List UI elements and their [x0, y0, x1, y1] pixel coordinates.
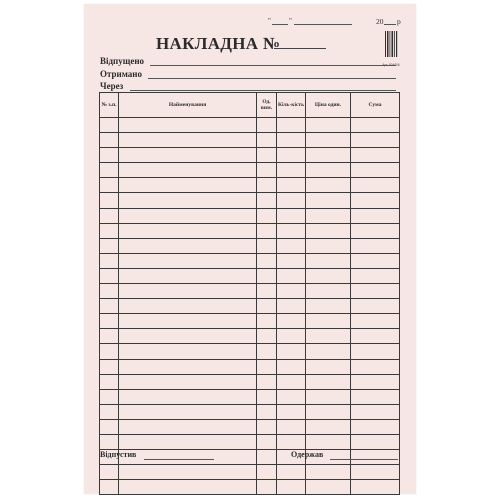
cell-price[interactable]	[306, 284, 351, 299]
cell-unit[interactable]	[257, 253, 277, 268]
table-row	[100, 193, 400, 208]
cell-number[interactable]	[100, 284, 119, 299]
cell-sum[interactable]	[351, 193, 400, 208]
cell-unit[interactable]	[257, 163, 277, 178]
cell-number[interactable]	[100, 419, 119, 434]
cell-number[interactable]	[100, 359, 119, 374]
cell-sum[interactable]	[351, 163, 400, 178]
cell-quantity[interactable]	[277, 238, 306, 253]
items-table	[99, 92, 400, 495]
cell-price[interactable]	[306, 223, 351, 238]
cell-number[interactable]	[100, 268, 119, 283]
header-number: № з.п.	[100, 93, 119, 118]
cell-unit[interactable]	[257, 193, 277, 208]
table-row	[100, 253, 400, 268]
table-row	[100, 434, 400, 449]
table-body	[100, 118, 400, 495]
cell-quantity[interactable]	[277, 480, 306, 495]
cell-sum[interactable]	[351, 208, 400, 223]
table-row	[100, 148, 400, 163]
cell-sum[interactable]	[351, 404, 400, 419]
cell-name[interactable]	[119, 389, 257, 404]
cell-name[interactable]	[119, 419, 257, 434]
through-line[interactable]	[130, 90, 396, 91]
cell-number[interactable]	[100, 480, 119, 495]
cell-number[interactable]	[100, 223, 119, 238]
cell-quantity[interactable]	[277, 163, 306, 178]
cell-quantity[interactable]	[277, 118, 306, 133]
table-row	[100, 359, 400, 374]
table-header-row	[100, 93, 400, 118]
cell-name[interactable]	[119, 148, 257, 163]
cell-name[interactable]	[119, 208, 257, 223]
cell-unit[interactable]	[257, 450, 277, 465]
date-year-prefix: 20	[376, 17, 384, 26]
cell-quantity[interactable]	[277, 344, 306, 359]
cell-name[interactable]	[119, 268, 257, 283]
cell-sum[interactable]	[351, 389, 400, 404]
table-row	[100, 178, 400, 193]
cell-price[interactable]	[306, 314, 351, 329]
date-quote-open: "	[268, 17, 271, 25]
received-signature	[291, 450, 401, 462]
barcode-text: Арт. 904006	[382, 63, 400, 67]
cell-price[interactable]	[306, 193, 351, 208]
cell-number[interactable]	[100, 163, 119, 178]
cell-sum[interactable]	[351, 284, 400, 299]
table-row	[100, 208, 400, 223]
cell-sum[interactable]	[351, 480, 400, 495]
table-row	[100, 133, 400, 148]
table-row	[100, 389, 400, 404]
cell-number[interactable]	[100, 208, 119, 223]
invoice-form	[84, 4, 416, 494]
cell-sum[interactable]	[351, 434, 400, 449]
cell-name[interactable]	[119, 344, 257, 359]
cell-quantity[interactable]	[277, 178, 306, 193]
table-row	[100, 329, 400, 344]
cell-quantity[interactable]	[277, 223, 306, 238]
cell-sum[interactable]	[351, 133, 400, 148]
cell-number[interactable]	[100, 344, 119, 359]
table-row	[100, 480, 400, 495]
issued-label: Відпущено	[100, 56, 145, 66]
cell-sum[interactable]	[351, 268, 400, 283]
cell-unit[interactable]	[257, 148, 277, 163]
cell-sum[interactable]	[351, 374, 400, 389]
cell-price[interactable]	[306, 238, 351, 253]
cell-name[interactable]	[119, 193, 257, 208]
cell-name[interactable]	[119, 359, 257, 374]
cell-quantity[interactable]	[277, 329, 306, 344]
cell-price[interactable]	[306, 253, 351, 268]
cell-unit[interactable]	[257, 133, 277, 148]
header-price: Ціна один.	[306, 93, 351, 118]
cell-unit[interactable]	[257, 419, 277, 434]
cell-unit[interactable]	[257, 268, 277, 283]
cell-name[interactable]	[119, 314, 257, 329]
date-quote-close: "	[289, 17, 292, 25]
cell-price[interactable]	[306, 178, 351, 193]
cell-number[interactable]	[100, 465, 119, 480]
cell-quantity[interactable]	[277, 465, 306, 480]
table-row	[100, 284, 400, 299]
cell-price[interactable]	[306, 299, 351, 314]
cell-sum[interactable]	[351, 465, 400, 480]
cell-name[interactable]	[119, 465, 257, 480]
cell-price[interactable]	[306, 163, 351, 178]
cell-price[interactable]	[306, 359, 351, 374]
cell-unit[interactable]	[257, 314, 277, 329]
table-row	[100, 465, 400, 480]
cell-sum[interactable]	[351, 253, 400, 268]
cell-number[interactable]	[100, 314, 119, 329]
received-field	[100, 69, 400, 81]
cell-name[interactable]	[119, 434, 257, 449]
cell-sum[interactable]	[351, 329, 400, 344]
released-signature-line[interactable]	[144, 459, 214, 460]
header-unit: Од. вим.	[257, 93, 277, 118]
cell-unit[interactable]	[257, 238, 277, 253]
received-signature-label: Одержав	[291, 450, 324, 459]
cell-number[interactable]	[100, 253, 119, 268]
cell-quantity[interactable]	[277, 133, 306, 148]
cell-sum[interactable]	[351, 314, 400, 329]
date-line	[260, 17, 410, 27]
table-row	[100, 268, 400, 283]
cell-quantity[interactable]	[277, 193, 306, 208]
cell-quantity[interactable]	[277, 268, 306, 283]
cell-sum[interactable]	[351, 178, 400, 193]
cell-name[interactable]	[119, 404, 257, 419]
cell-number[interactable]	[100, 299, 119, 314]
cell-name[interactable]	[119, 253, 257, 268]
cell-price[interactable]	[306, 480, 351, 495]
cell-name[interactable]	[119, 480, 257, 495]
cell-price[interactable]	[306, 374, 351, 389]
cell-unit[interactable]	[257, 118, 277, 133]
cell-number[interactable]	[100, 178, 119, 193]
header-sum: Сума	[351, 93, 400, 118]
cell-quantity[interactable]	[277, 434, 306, 449]
cell-number[interactable]	[100, 193, 119, 208]
cell-number[interactable]	[100, 389, 119, 404]
cell-quantity[interactable]	[277, 284, 306, 299]
cell-price[interactable]	[306, 389, 351, 404]
invoice-number-line[interactable]	[274, 48, 326, 49]
cell-quantity[interactable]	[277, 314, 306, 329]
cell-name[interactable]	[119, 374, 257, 389]
cell-name[interactable]	[119, 178, 257, 193]
table-row	[100, 163, 400, 178]
table-row	[100, 238, 400, 253]
cell-number[interactable]	[100, 434, 119, 449]
cell-number[interactable]	[100, 404, 119, 419]
cell-quantity[interactable]	[277, 404, 306, 419]
cell-sum[interactable]	[351, 148, 400, 163]
cell-price[interactable]	[306, 419, 351, 434]
cell-quantity[interactable]	[277, 374, 306, 389]
cell-number[interactable]	[100, 238, 119, 253]
cell-sum[interactable]	[351, 223, 400, 238]
cell-number[interactable]	[100, 374, 119, 389]
cell-unit[interactable]	[257, 208, 277, 223]
table-row	[100, 118, 400, 133]
cell-unit[interactable]	[257, 389, 277, 404]
cell-name[interactable]	[119, 299, 257, 314]
cell-price[interactable]	[306, 268, 351, 283]
cell-name[interactable]	[119, 223, 257, 238]
cell-sum[interactable]	[351, 299, 400, 314]
released-signature	[100, 450, 220, 462]
received-signature-line[interactable]	[330, 459, 398, 460]
cell-unit[interactable]	[257, 329, 277, 344]
released-label: Відпустив	[100, 450, 137, 459]
cell-name[interactable]	[119, 118, 257, 133]
cell-sum[interactable]	[351, 359, 400, 374]
cell-quantity[interactable]	[277, 148, 306, 163]
cell-name[interactable]	[119, 329, 257, 344]
cell-sum[interactable]	[351, 344, 400, 359]
cell-sum[interactable]	[351, 419, 400, 434]
cell-number[interactable]	[100, 118, 119, 133]
cell-quantity[interactable]	[277, 299, 306, 314]
cell-sum[interactable]	[351, 118, 400, 133]
cell-unit[interactable]	[257, 465, 277, 480]
cell-name[interactable]	[119, 284, 257, 299]
date-year-suffix: р	[397, 17, 401, 26]
date-month-line[interactable]	[294, 24, 352, 25]
table-row	[100, 223, 400, 238]
date-year-line[interactable]	[384, 24, 396, 25]
cell-quantity[interactable]	[277, 253, 306, 268]
header-name: Найменування	[119, 93, 257, 118]
cell-quantity[interactable]	[277, 419, 306, 434]
cell-unit[interactable]	[257, 404, 277, 419]
cell-name[interactable]	[119, 238, 257, 253]
table-row	[100, 374, 400, 389]
cell-sum[interactable]	[351, 238, 400, 253]
cell-unit[interactable]	[257, 178, 277, 193]
page-title: НАКЛАДНА №	[156, 34, 281, 53]
table-row	[100, 344, 400, 359]
cell-price[interactable]	[306, 329, 351, 344]
cell-unit[interactable]	[257, 434, 277, 449]
table-row	[100, 404, 400, 419]
received-line[interactable]	[148, 78, 396, 79]
cell-quantity[interactable]	[277, 389, 306, 404]
cell-unit[interactable]	[257, 223, 277, 238]
cell-price[interactable]	[306, 148, 351, 163]
cell-unit[interactable]	[257, 480, 277, 495]
cell-price[interactable]	[306, 118, 351, 133]
issued-field	[100, 56, 400, 68]
cell-number[interactable]	[100, 133, 119, 148]
cell-unit[interactable]	[257, 359, 277, 374]
cell-name[interactable]	[119, 133, 257, 148]
cell-number[interactable]	[100, 148, 119, 163]
cell-price[interactable]	[306, 434, 351, 449]
cell-price[interactable]	[306, 344, 351, 359]
received-label: Отримано	[100, 69, 142, 79]
table-row	[100, 299, 400, 314]
date-day-line[interactable]	[272, 24, 288, 25]
cell-quantity[interactable]	[277, 208, 306, 223]
cell-unit[interactable]	[257, 299, 277, 314]
cell-price[interactable]	[306, 208, 351, 223]
issued-line[interactable]	[150, 65, 396, 66]
table-row	[100, 419, 400, 434]
cell-price[interactable]	[306, 133, 351, 148]
cell-price[interactable]	[306, 404, 351, 419]
cell-unit[interactable]	[257, 344, 277, 359]
through-label: Через	[100, 81, 124, 91]
cell-quantity[interactable]	[277, 359, 306, 374]
table-row	[100, 314, 400, 329]
cell-unit[interactable]	[257, 374, 277, 389]
header-quantity: Кіль-кість	[277, 93, 306, 118]
cell-unit[interactable]	[257, 284, 277, 299]
cell-number[interactable]	[100, 329, 119, 344]
cell-price[interactable]	[306, 465, 351, 480]
cell-name[interactable]	[119, 163, 257, 178]
